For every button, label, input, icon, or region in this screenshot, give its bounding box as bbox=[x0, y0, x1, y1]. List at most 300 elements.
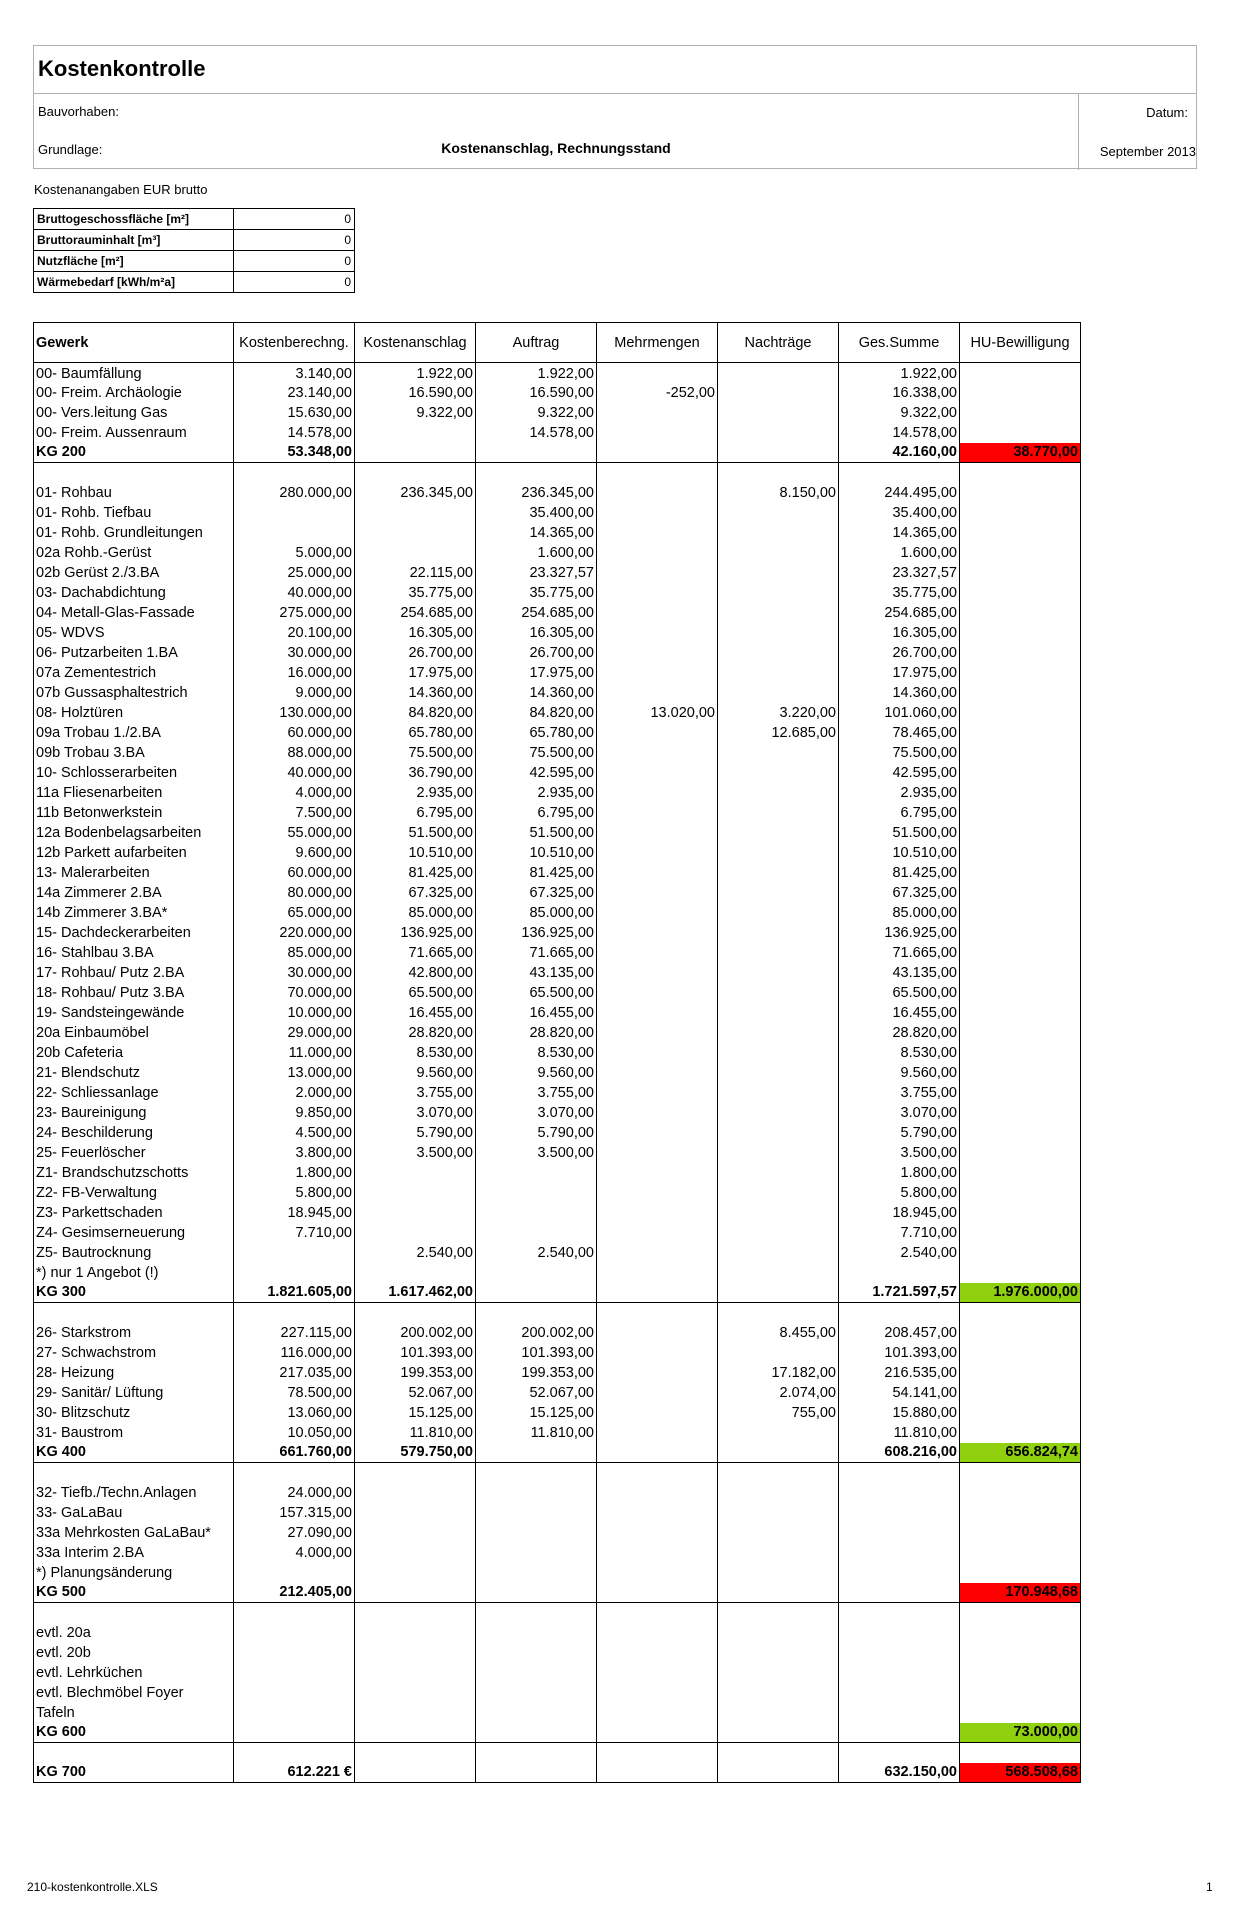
value-cell bbox=[597, 983, 718, 1003]
value-cell bbox=[718, 1063, 839, 1083]
column-header: Kostenanschlag bbox=[355, 323, 476, 363]
value-cell: 9.560,00 bbox=[476, 1063, 597, 1083]
value-cell bbox=[597, 1543, 718, 1563]
table-row bbox=[34, 783, 1081, 803]
value-cell: 8.530,00 bbox=[355, 1043, 476, 1063]
value-cell: 15.125,00 bbox=[476, 1403, 597, 1423]
table-row bbox=[34, 1163, 1081, 1183]
table-row bbox=[34, 663, 1081, 683]
value-cell: 20.100,00 bbox=[234, 623, 355, 643]
value-cell: 656.824,74 bbox=[960, 1443, 1081, 1463]
column-header: Kostenberechng. bbox=[234, 323, 355, 363]
value-cell: 71.665,00 bbox=[476, 943, 597, 963]
table-row bbox=[34, 1643, 1081, 1663]
value-cell bbox=[234, 1663, 355, 1683]
value-cell bbox=[960, 1643, 1081, 1663]
gewerk-cell: Z2- FB-Verwaltung bbox=[34, 1183, 234, 1203]
value-cell: 9.560,00 bbox=[355, 1063, 476, 1083]
gewerk-cell: 07b Gussasphaltestrich bbox=[34, 683, 234, 703]
value-cell: 9.322,00 bbox=[355, 403, 476, 423]
value-cell: 9.000,00 bbox=[234, 683, 355, 703]
gewerk-cell: 01- Rohb. Tiefbau bbox=[34, 503, 234, 523]
column-header: HU-Bewilligung bbox=[960, 323, 1081, 363]
value-cell bbox=[476, 1603, 597, 1623]
value-cell bbox=[234, 1603, 355, 1623]
value-cell: 1.600,00 bbox=[839, 543, 960, 563]
value-cell bbox=[960, 503, 1081, 523]
table-row bbox=[34, 623, 1081, 643]
value-cell bbox=[597, 543, 718, 563]
value-cell: 38.770,00 bbox=[960, 443, 1081, 463]
value-cell bbox=[597, 1663, 718, 1683]
value-cell: 84.820,00 bbox=[355, 703, 476, 723]
value-cell bbox=[597, 463, 718, 483]
value-cell: 25.000,00 bbox=[234, 563, 355, 583]
value-cell bbox=[718, 823, 839, 843]
value-cell: 4.500,00 bbox=[234, 1123, 355, 1143]
value-cell: 136.925,00 bbox=[476, 923, 597, 943]
value-cell bbox=[597, 663, 718, 683]
value-cell bbox=[960, 583, 1081, 603]
value-cell: 1.976.000,00 bbox=[960, 1283, 1081, 1303]
value-cell bbox=[597, 1343, 718, 1363]
value-cell bbox=[597, 623, 718, 643]
gewerk-cell bbox=[34, 1603, 234, 1623]
value-cell bbox=[839, 1543, 960, 1563]
value-cell bbox=[718, 1583, 839, 1603]
value-cell: 5.800,00 bbox=[839, 1183, 960, 1203]
value-cell: 9.600,00 bbox=[234, 843, 355, 863]
value-cell bbox=[718, 1523, 839, 1543]
value-cell: 11.810,00 bbox=[476, 1423, 597, 1443]
table-row bbox=[34, 1383, 1081, 1403]
value-cell: 52.067,00 bbox=[476, 1383, 597, 1403]
value-cell bbox=[476, 1683, 597, 1703]
value-cell bbox=[960, 1603, 1081, 1623]
subtotal-row bbox=[34, 443, 1081, 463]
value-cell: 254.685,00 bbox=[839, 603, 960, 623]
value-cell bbox=[476, 1743, 597, 1763]
value-cell bbox=[234, 1723, 355, 1743]
table-row bbox=[34, 923, 1081, 943]
value-cell bbox=[718, 1723, 839, 1743]
value-cell bbox=[960, 1023, 1081, 1043]
value-cell: 23.327,57 bbox=[476, 563, 597, 583]
value-cell: 35.400,00 bbox=[476, 503, 597, 523]
value-cell bbox=[597, 1023, 718, 1043]
value-cell: 3.070,00 bbox=[476, 1103, 597, 1123]
gewerk-cell: 33a Interim 2.BA bbox=[34, 1543, 234, 1563]
value-cell bbox=[355, 1763, 476, 1783]
value-cell bbox=[960, 363, 1081, 383]
value-cell bbox=[597, 443, 718, 463]
value-cell bbox=[234, 503, 355, 523]
gewerk-cell: 13- Malerarbeiten bbox=[34, 863, 234, 883]
value-cell: 73.000,00 bbox=[960, 1723, 1081, 1743]
gewerk-cell: Z5- Bautrocknung bbox=[34, 1243, 234, 1263]
value-cell: 16.590,00 bbox=[476, 383, 597, 403]
value-cell: 3.070,00 bbox=[839, 1103, 960, 1123]
value-cell bbox=[960, 1423, 1081, 1443]
value-cell: 7.710,00 bbox=[234, 1223, 355, 1243]
value-cell bbox=[960, 1483, 1081, 1503]
value-cell bbox=[718, 1203, 839, 1223]
value-cell bbox=[960, 683, 1081, 703]
value-cell bbox=[718, 1243, 839, 1263]
value-cell: 78.500,00 bbox=[234, 1383, 355, 1403]
value-cell bbox=[355, 1723, 476, 1743]
value-cell bbox=[597, 1563, 718, 1583]
value-cell: 217.035,00 bbox=[234, 1363, 355, 1383]
value-cell bbox=[597, 743, 718, 763]
value-cell bbox=[839, 1463, 960, 1483]
value-cell bbox=[597, 483, 718, 503]
gewerk-cell: 00- Baumfällung bbox=[34, 363, 234, 383]
cost-table bbox=[33, 322, 1081, 1783]
gewerk-cell: KG 600 bbox=[34, 1723, 234, 1743]
value-cell bbox=[597, 1123, 718, 1143]
table-row bbox=[34, 1703, 1081, 1723]
value-cell: 30.000,00 bbox=[234, 643, 355, 663]
gewerk-cell: 20b Cafeteria bbox=[34, 1043, 234, 1063]
value-cell: 8.530,00 bbox=[839, 1043, 960, 1063]
value-cell bbox=[476, 1543, 597, 1563]
table-row bbox=[34, 1603, 1081, 1623]
value-cell: 568.508,68 bbox=[960, 1763, 1081, 1783]
value-cell bbox=[960, 943, 1081, 963]
value-cell: 85.000,00 bbox=[476, 903, 597, 923]
table-row bbox=[34, 583, 1081, 603]
gewerk-cell: 09b Trobau 3.BA bbox=[34, 743, 234, 763]
value-cell bbox=[597, 563, 718, 583]
value-cell: 16.455,00 bbox=[355, 1003, 476, 1023]
value-cell: 101.393,00 bbox=[355, 1343, 476, 1363]
table-row bbox=[34, 1103, 1081, 1123]
value-cell bbox=[234, 1623, 355, 1643]
value-cell bbox=[476, 463, 597, 483]
value-cell bbox=[960, 1143, 1081, 1163]
value-cell bbox=[718, 583, 839, 603]
table-row bbox=[34, 1523, 1081, 1543]
value-cell bbox=[718, 1683, 839, 1703]
table-row bbox=[34, 363, 1081, 383]
value-cell bbox=[476, 1643, 597, 1663]
value-cell: 136.925,00 bbox=[355, 923, 476, 943]
value-cell bbox=[355, 1583, 476, 1603]
value-cell bbox=[597, 863, 718, 883]
value-cell: 51.500,00 bbox=[476, 823, 597, 843]
table-row bbox=[34, 1083, 1081, 1103]
value-cell: 85.000,00 bbox=[234, 943, 355, 963]
metric-value: 0 bbox=[234, 272, 355, 293]
table-row bbox=[34, 383, 1081, 403]
value-cell bbox=[597, 1223, 718, 1243]
value-cell: 53.348,00 bbox=[234, 443, 355, 463]
gewerk-cell: 00- Freim. Aussenraum bbox=[34, 423, 234, 443]
value-cell bbox=[355, 1163, 476, 1183]
value-cell: 212.405,00 bbox=[234, 1583, 355, 1603]
table-row bbox=[34, 1003, 1081, 1023]
value-cell bbox=[960, 903, 1081, 923]
value-cell bbox=[839, 1523, 960, 1543]
value-cell: 65.000,00 bbox=[234, 903, 355, 923]
gewerk-cell: 23- Baureinigung bbox=[34, 1103, 234, 1123]
metric-value: 0 bbox=[234, 251, 355, 272]
table-row bbox=[34, 423, 1081, 443]
table-row bbox=[34, 643, 1081, 663]
value-cell bbox=[839, 1303, 960, 1323]
value-cell bbox=[839, 1723, 960, 1743]
value-cell bbox=[597, 923, 718, 943]
value-cell bbox=[597, 943, 718, 963]
subtotal-row bbox=[34, 1763, 1081, 1783]
value-cell bbox=[718, 1163, 839, 1183]
value-cell: 60.000,00 bbox=[234, 863, 355, 883]
value-cell: 17.975,00 bbox=[355, 663, 476, 683]
value-cell bbox=[718, 1123, 839, 1143]
value-cell bbox=[718, 883, 839, 903]
value-cell: 10.510,00 bbox=[355, 843, 476, 863]
table-row bbox=[34, 543, 1081, 563]
value-cell bbox=[839, 1683, 960, 1703]
value-cell bbox=[960, 1343, 1081, 1363]
value-cell bbox=[960, 823, 1081, 843]
value-cell: 8.455,00 bbox=[718, 1323, 839, 1343]
value-cell: -252,00 bbox=[597, 383, 718, 403]
value-cell: 29.000,00 bbox=[234, 1023, 355, 1043]
value-cell: 130.000,00 bbox=[234, 703, 355, 723]
metric-label: Nutzfläche [m²] bbox=[34, 251, 234, 272]
value-cell bbox=[355, 1603, 476, 1623]
value-cell: 199.353,00 bbox=[355, 1363, 476, 1383]
value-cell bbox=[960, 1523, 1081, 1543]
value-cell: 216.535,00 bbox=[839, 1363, 960, 1383]
value-cell bbox=[597, 603, 718, 623]
value-cell bbox=[355, 1463, 476, 1483]
value-cell bbox=[597, 1243, 718, 1263]
value-cell: 5.790,00 bbox=[476, 1123, 597, 1143]
value-cell bbox=[355, 1643, 476, 1663]
value-cell bbox=[839, 1563, 960, 1583]
value-cell bbox=[960, 1203, 1081, 1223]
value-cell: 42.160,00 bbox=[839, 443, 960, 463]
table-row bbox=[34, 843, 1081, 863]
value-cell bbox=[960, 483, 1081, 503]
value-cell: 280.000,00 bbox=[234, 483, 355, 503]
table-row bbox=[34, 983, 1081, 1003]
value-cell bbox=[476, 1703, 597, 1723]
value-cell bbox=[597, 1443, 718, 1463]
value-cell: 10.510,00 bbox=[476, 843, 597, 863]
value-cell bbox=[718, 1563, 839, 1583]
value-cell: 579.750,00 bbox=[355, 1443, 476, 1463]
value-cell bbox=[718, 1043, 839, 1063]
gewerk-cell: Z1- Brandschutzschotts bbox=[34, 1163, 234, 1183]
value-cell bbox=[960, 923, 1081, 943]
value-cell: 13.020,00 bbox=[597, 703, 718, 723]
value-cell: 67.325,00 bbox=[355, 883, 476, 903]
value-cell bbox=[355, 443, 476, 463]
value-cell: 3.755,00 bbox=[476, 1083, 597, 1103]
value-cell bbox=[960, 1383, 1081, 1403]
table-row bbox=[34, 903, 1081, 923]
value-cell bbox=[960, 983, 1081, 1003]
value-cell bbox=[597, 763, 718, 783]
value-cell: 5.800,00 bbox=[234, 1183, 355, 1203]
value-cell bbox=[839, 1743, 960, 1763]
value-cell bbox=[355, 1563, 476, 1583]
value-cell bbox=[960, 1223, 1081, 1243]
value-cell: 65.500,00 bbox=[355, 983, 476, 1003]
value-cell: 71.665,00 bbox=[355, 943, 476, 963]
table-row bbox=[34, 883, 1081, 903]
gewerk-cell bbox=[34, 1463, 234, 1483]
value-cell bbox=[355, 1703, 476, 1723]
value-cell: 3.220,00 bbox=[718, 703, 839, 723]
value-cell: 2.540,00 bbox=[476, 1243, 597, 1263]
value-cell bbox=[718, 1763, 839, 1783]
value-cell: 16.305,00 bbox=[839, 623, 960, 643]
table-row bbox=[34, 1183, 1081, 1203]
value-cell bbox=[718, 523, 839, 543]
value-cell bbox=[597, 1643, 718, 1663]
value-cell: 40.000,00 bbox=[234, 763, 355, 783]
table-row bbox=[34, 1543, 1081, 1563]
value-cell bbox=[960, 1563, 1081, 1583]
datum-label: Datum: bbox=[1146, 105, 1188, 120]
value-cell: 254.685,00 bbox=[355, 603, 476, 623]
gewerk-cell: 10- Schlosserarbeiten bbox=[34, 763, 234, 783]
value-cell bbox=[960, 1703, 1081, 1723]
value-cell: 17.182,00 bbox=[718, 1363, 839, 1383]
value-cell: 1.721.597,57 bbox=[839, 1283, 960, 1303]
value-cell bbox=[718, 663, 839, 683]
value-cell: 136.925,00 bbox=[839, 923, 960, 943]
metric-label: Bruttogeschossfläche [m²] bbox=[34, 209, 234, 230]
value-cell: 3.500,00 bbox=[355, 1143, 476, 1163]
value-cell bbox=[960, 1623, 1081, 1643]
value-cell: 23.140,00 bbox=[234, 383, 355, 403]
gewerk-cell: 33- GaLaBau bbox=[34, 1503, 234, 1523]
value-cell bbox=[718, 503, 839, 523]
value-cell: 78.465,00 bbox=[839, 723, 960, 743]
table-row bbox=[34, 683, 1081, 703]
value-cell bbox=[597, 423, 718, 443]
value-cell: 24.000,00 bbox=[234, 1483, 355, 1503]
value-cell bbox=[960, 1543, 1081, 1563]
gewerk-cell: 06- Putzarbeiten 1.BA bbox=[34, 643, 234, 663]
metric-label: Wärmebedarf [kWh/m²a] bbox=[34, 272, 234, 293]
gewerk-cell: Z3- Parkettschaden bbox=[34, 1203, 234, 1223]
gewerk-cell: evtl. 20b bbox=[34, 1643, 234, 1663]
value-cell bbox=[960, 1263, 1081, 1283]
value-cell bbox=[718, 1483, 839, 1503]
value-cell: 35.775,00 bbox=[476, 583, 597, 603]
value-cell bbox=[960, 603, 1081, 623]
value-cell bbox=[597, 1203, 718, 1223]
table-row bbox=[34, 723, 1081, 743]
table-row bbox=[34, 603, 1081, 623]
value-cell bbox=[718, 1543, 839, 1563]
gewerk-cell: 29- Sanitär/ Lüftung bbox=[34, 1383, 234, 1403]
datum-value: September 2013 bbox=[1099, 144, 1196, 159]
value-cell: 81.425,00 bbox=[839, 863, 960, 883]
value-cell: 65.780,00 bbox=[476, 723, 597, 743]
value-cell bbox=[597, 1623, 718, 1643]
value-cell bbox=[355, 1743, 476, 1763]
value-cell: 26.700,00 bbox=[839, 643, 960, 663]
gewerk-cell: 25- Feuerlöscher bbox=[34, 1143, 234, 1163]
value-cell bbox=[597, 1483, 718, 1503]
value-cell bbox=[960, 423, 1081, 443]
value-cell: 16.000,00 bbox=[234, 663, 355, 683]
value-cell bbox=[597, 1683, 718, 1703]
value-cell: 200.002,00 bbox=[476, 1323, 597, 1343]
value-cell: 9.560,00 bbox=[839, 1063, 960, 1083]
table-row bbox=[34, 943, 1081, 963]
value-cell: 14.578,00 bbox=[839, 423, 960, 443]
value-cell: 254.685,00 bbox=[476, 603, 597, 623]
value-cell bbox=[960, 1663, 1081, 1683]
value-cell: 632.150,00 bbox=[839, 1763, 960, 1783]
value-cell bbox=[960, 543, 1081, 563]
value-cell bbox=[234, 1303, 355, 1323]
value-cell bbox=[718, 1303, 839, 1323]
value-cell bbox=[960, 743, 1081, 763]
value-cell bbox=[839, 463, 960, 483]
metric-row bbox=[34, 230, 355, 251]
value-cell: 6.795,00 bbox=[355, 803, 476, 823]
gewerk-cell bbox=[34, 1743, 234, 1763]
value-cell bbox=[718, 843, 839, 863]
gewerk-cell: 12a Bodenbelagsarbeiten bbox=[34, 823, 234, 843]
gewerk-cell: 00- Freim. Archäologie bbox=[34, 383, 234, 403]
value-cell: 15.630,00 bbox=[234, 403, 355, 423]
value-cell: 1.922,00 bbox=[839, 363, 960, 383]
value-cell bbox=[718, 1103, 839, 1123]
value-cell bbox=[597, 1103, 718, 1123]
value-cell bbox=[960, 1303, 1081, 1323]
value-cell bbox=[597, 683, 718, 703]
gewerk-cell: 16- Stahlbau 3.BA bbox=[34, 943, 234, 963]
value-cell bbox=[718, 363, 839, 383]
gewerk-cell: 24- Beschilderung bbox=[34, 1123, 234, 1143]
value-cell: 4.000,00 bbox=[234, 783, 355, 803]
value-cell: 18.945,00 bbox=[839, 1203, 960, 1223]
gewerk-cell: 17- Rohbau/ Putz 2.BA bbox=[34, 963, 234, 983]
gewerk-cell: 22- Schliessanlage bbox=[34, 1083, 234, 1103]
gewerk-cell: 11b Betonwerkstein bbox=[34, 803, 234, 823]
metric-value: 0 bbox=[234, 230, 355, 251]
value-cell bbox=[476, 1183, 597, 1203]
value-cell bbox=[839, 1483, 960, 1503]
value-cell: 244.495,00 bbox=[839, 483, 960, 503]
value-cell: 236.345,00 bbox=[355, 483, 476, 503]
value-cell: 14.578,00 bbox=[234, 423, 355, 443]
gewerk-cell bbox=[34, 463, 234, 483]
value-cell: 1.922,00 bbox=[355, 363, 476, 383]
value-cell: 70.000,00 bbox=[234, 983, 355, 1003]
value-cell: 6.795,00 bbox=[476, 803, 597, 823]
value-cell bbox=[597, 1323, 718, 1343]
value-cell bbox=[597, 1363, 718, 1383]
table-row bbox=[34, 1343, 1081, 1363]
value-cell bbox=[476, 1663, 597, 1683]
value-cell bbox=[718, 1143, 839, 1163]
table-row bbox=[34, 1423, 1081, 1443]
value-cell: 2.935,00 bbox=[839, 783, 960, 803]
gewerk-cell: 27- Schwachstrom bbox=[34, 1343, 234, 1363]
